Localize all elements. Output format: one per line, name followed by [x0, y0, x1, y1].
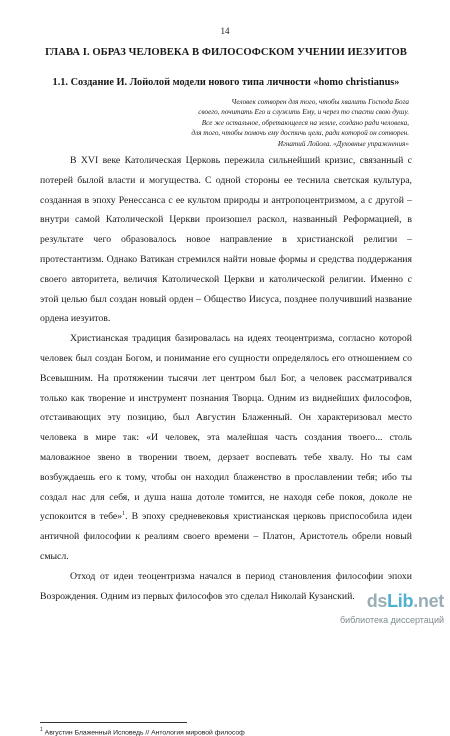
footnote-ref[interactable]: 1 [122, 511, 126, 518]
epigraph-line: Все же остальное, обретающееся на земле, создано ради человека, [201, 118, 409, 127]
footnote-text: Августин Блаженный Исповедь // Антология мировой философ [42, 729, 245, 736]
section-title: 1.1. Создание И. Лойолой модели нового типа личности «homo christianus» [52, 77, 400, 88]
epigraph-line: Человек сотворен для того, чтобы хвалить Господа Бога [231, 98, 409, 106]
paragraph-text: Христианская традиция базировалась на идеях теоцентризма, согласно которой человек был создан Богом, и понимание его сущности определялось его отношением со Всевышним. На протяжении тысячи лет центром был Бог, а человек рассматривался только как творение и инструмент познания Творца. Одним из виднейших философов, отстаивающих эту позицию, был Августин Блаженный. Он характеризовал место человека в мире так: «И человек, эта малейшая часть создания твоего... столь маловажное звено в творении твоем, дерзает воспевать тебе хвалу. Но ты сам возбуждаешь его к тому, чтобы он находил блаженство в прославлении тебя; ибо ты создал нас для себя, и душа наша дотоле томится, не находя себе покоя, доколе не успокоится в тебе» [40, 333, 412, 523]
epigraph [79, 97, 409, 149]
footnote [40, 727, 245, 736]
logo-lib: Lib [387, 591, 414, 611]
paragraph: В XVI веке Католическая Церковь пережила сильнейший кризис, связанный с потерей былой власти и могущества. С одной стороны ее теснила светская культура, созданная в эпоху Ренессанса с ее культом природы и антропоцентризмом, а с другой – внутри самой Католической Церкви произошел раскол, названный Реформацией, в результате чего образовалось новое направление в христианской религии – протестантизм. Однако Ватикан стремился найти новые формы и средства поддержания своего авторитета, величия Католической Церкви и католической религии. Именно с этой целью был создан новый орден – Общество Иисуса, позднее получивший название ордена иезуитов. [40, 155, 412, 325]
epigraph-line: своего, почитать Его и служить Ему, и через то спасти свою душу. [198, 108, 409, 117]
chapter-title: ГЛАВА I. ОБРАЗ ЧЕЛОВЕКА В ФИЛОСОФСКОМ УЧЕНИИ ИЕЗУИТОВ [45, 47, 407, 58]
page-number: 14 [220, 26, 230, 36]
logo-ds: ds [366, 591, 388, 611]
watermark-logo [367, 591, 444, 612]
paragraph: Отход от идеи теоцентризма начался в период становления философии эпохи Возрождения. Одним из первых философов это сделал Николай Кузанский. [40, 570, 412, 602]
paragraph-text-continued: . В эпоху средневековья христианская церковь приспособила идеи античной философии к реалиям своего времени – Платон, Аристотель обрели новый смысл. [40, 511, 412, 562]
footnote-number: 1 [40, 727, 43, 733]
logo-net: .net [413, 591, 444, 611]
epigraph-attribution: Игнатий Лойола. «Духовные упражнения» [277, 139, 409, 148]
footnote-separator [40, 722, 187, 723]
watermark-subtitle: библиотека диссертаций [339, 615, 444, 625]
paragraph [40, 329, 412, 567]
watermark[interactable] [332, 591, 444, 629]
body-text [40, 151, 412, 606]
epigraph-line: для того, чтобы помочь ему достичь цели, ради которой он сотворен. [191, 129, 409, 138]
